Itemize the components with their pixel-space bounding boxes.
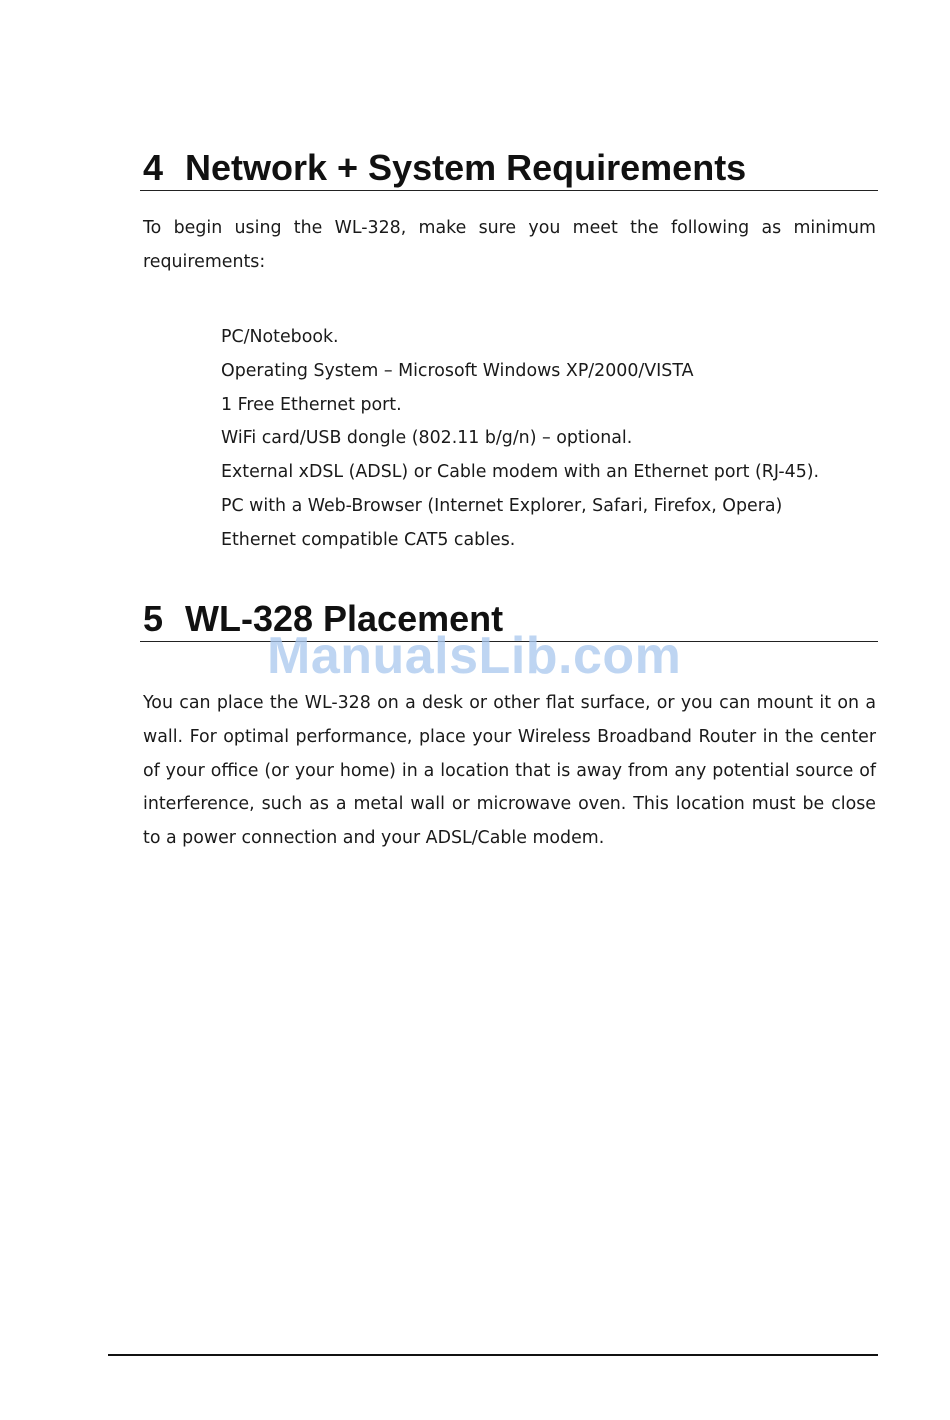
placement-paragraph: You can place the WL-328 on a desk or other flat surface, or you can mount it on a wall. For optimal performance, place your Wireless Broadband Router in the center of your office (or your home) in a location that is away from any potential source of interference, such as a metal wall or microwave oven. This location must be close to a power connection and your ADSL/Cable modem.	[143, 693, 876, 849]
requirement-item: 1 Free Ethernet port.	[221, 394, 402, 415]
watermark-logo: ManualsLib.com	[267, 627, 682, 685]
requirement-item: Ethernet compatible CAT5 cables.	[221, 529, 516, 550]
section-number: 4	[143, 147, 164, 188]
intro-paragraph: To begin using the WL-328, make sure you meet the following as minimum requirements:	[143, 218, 876, 272]
requirement-item: PC with a Web-Browser (Internet Explorer, Safari, Firefox, Opera)	[221, 495, 783, 516]
section-heading-placement	[140, 599, 878, 642]
footer-divider	[108, 1354, 878, 1356]
section-number: 5	[143, 598, 164, 639]
requirement-item: External xDSL (ADSL) or Cable modem with an Ethernet port (RJ-45).	[221, 462, 820, 483]
requirement-item: PC/Notebook.	[221, 327, 339, 347]
section-title: WL-328 Placement	[185, 598, 504, 639]
requirements-list	[221, 321, 901, 558]
section-heading-network-requirements	[140, 148, 878, 191]
requirement-item: Operating System – Microsoft Windows XP/2000/VISTA	[221, 360, 694, 381]
section-title: Network + System Requirements	[185, 147, 747, 188]
requirement-item: WiFi card/USB dongle (802.11 b/g/n) – optional.	[221, 428, 633, 449]
